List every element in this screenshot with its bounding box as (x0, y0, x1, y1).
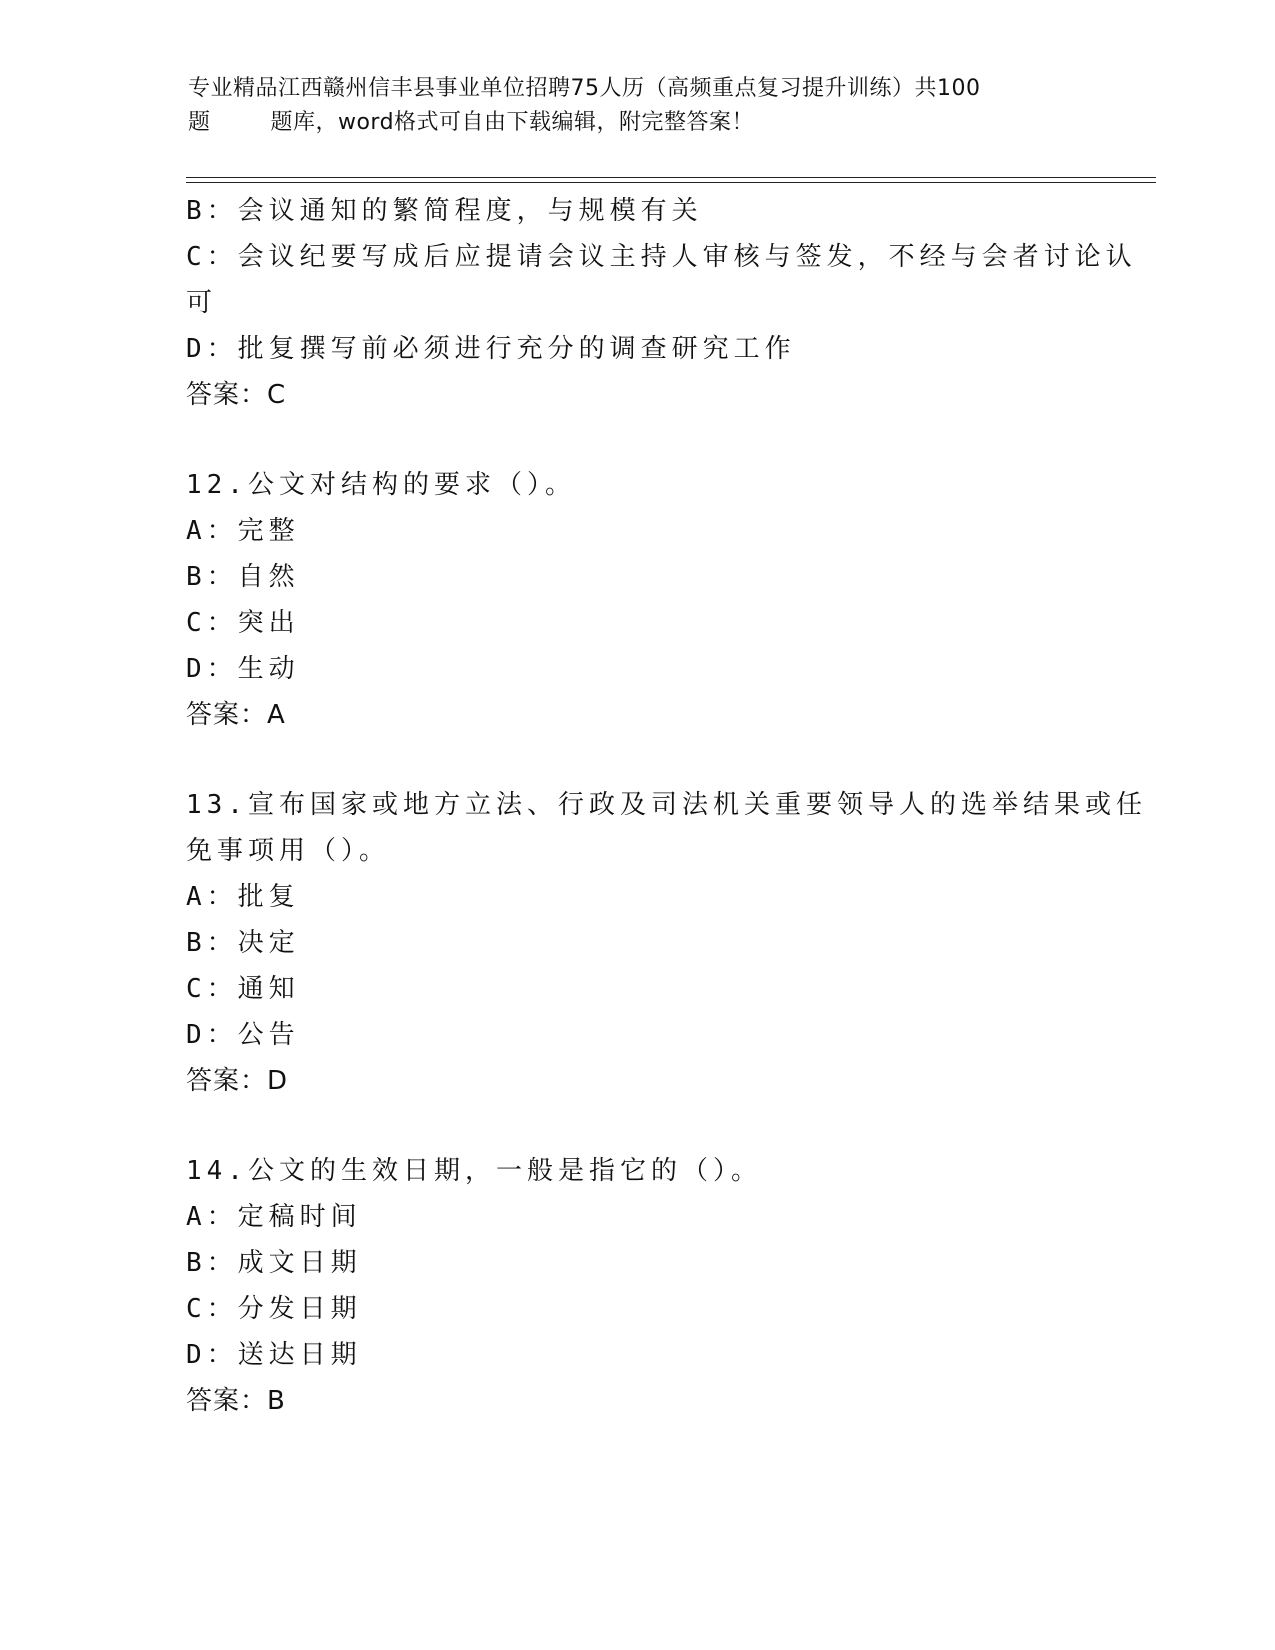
option-b: B：会议通知的繁简程度，与规模有关 (186, 196, 703, 226)
answer: 答案：C (186, 380, 287, 410)
question-stem: 14.公文的生效日期，一般是指它的（）。 (186, 1156, 762, 1186)
option-c: C：通知 (186, 974, 300, 1004)
header-line-1: 专业精品江西赣州信丰县事业单位招聘75人历（高频重点复习提升训练）共100 (188, 76, 981, 101)
question-stem-continued: 免事项用（）。 (186, 836, 391, 866)
header-line-2-right: 题库，word格式可自由下载编辑，附完整答案！ (270, 110, 755, 135)
header-line-2 (188, 106, 1068, 140)
option-d: D：生动 (186, 654, 300, 684)
spacer (186, 738, 1086, 782)
answer: 答案：A (186, 700, 286, 730)
document-header (188, 72, 1068, 140)
option-a: A：定稿时间 (186, 1202, 362, 1232)
option-d: D：批复撰写前必须进行充分的调查研究工作 (186, 334, 796, 364)
header-rule-bottom (186, 182, 1156, 183)
option-c: C：会议纪要写成后应提请会议主持人审核与签发，不经与会者讨论认 (186, 242, 1137, 272)
answer: 答案：B (186, 1386, 286, 1416)
question-block-14 (186, 1148, 1086, 1424)
option-c: C：突出 (186, 608, 300, 638)
question-list (186, 188, 1147, 1424)
header-rule-top (186, 177, 1156, 178)
spacer (186, 418, 1086, 462)
option-b: B：决定 (186, 928, 300, 958)
header-line-2-left: 题 (188, 110, 211, 135)
question-stem: 12.公文对结构的要求（）。 (186, 470, 576, 500)
option-b: B：自然 (186, 562, 300, 592)
question-block-12 (186, 462, 1086, 738)
option-c: C：分发日期 (186, 1294, 362, 1324)
option-c-continued: 可 (186, 288, 218, 318)
option-a: A：批复 (186, 882, 300, 912)
option-d: D：送达日期 (186, 1340, 362, 1370)
question-block-previous (186, 188, 1137, 418)
option-d: D：公告 (186, 1020, 300, 1050)
answer: 答案：D (186, 1066, 289, 1096)
question-stem: 13.宣布国家或地方立法、行政及司法机关重要领导人的选举结果或任 (186, 790, 1147, 820)
option-b: B：成文日期 (186, 1248, 362, 1278)
question-block-13 (186, 782, 1147, 1104)
option-a: A：完整 (186, 516, 300, 546)
spacer (186, 1104, 1086, 1148)
